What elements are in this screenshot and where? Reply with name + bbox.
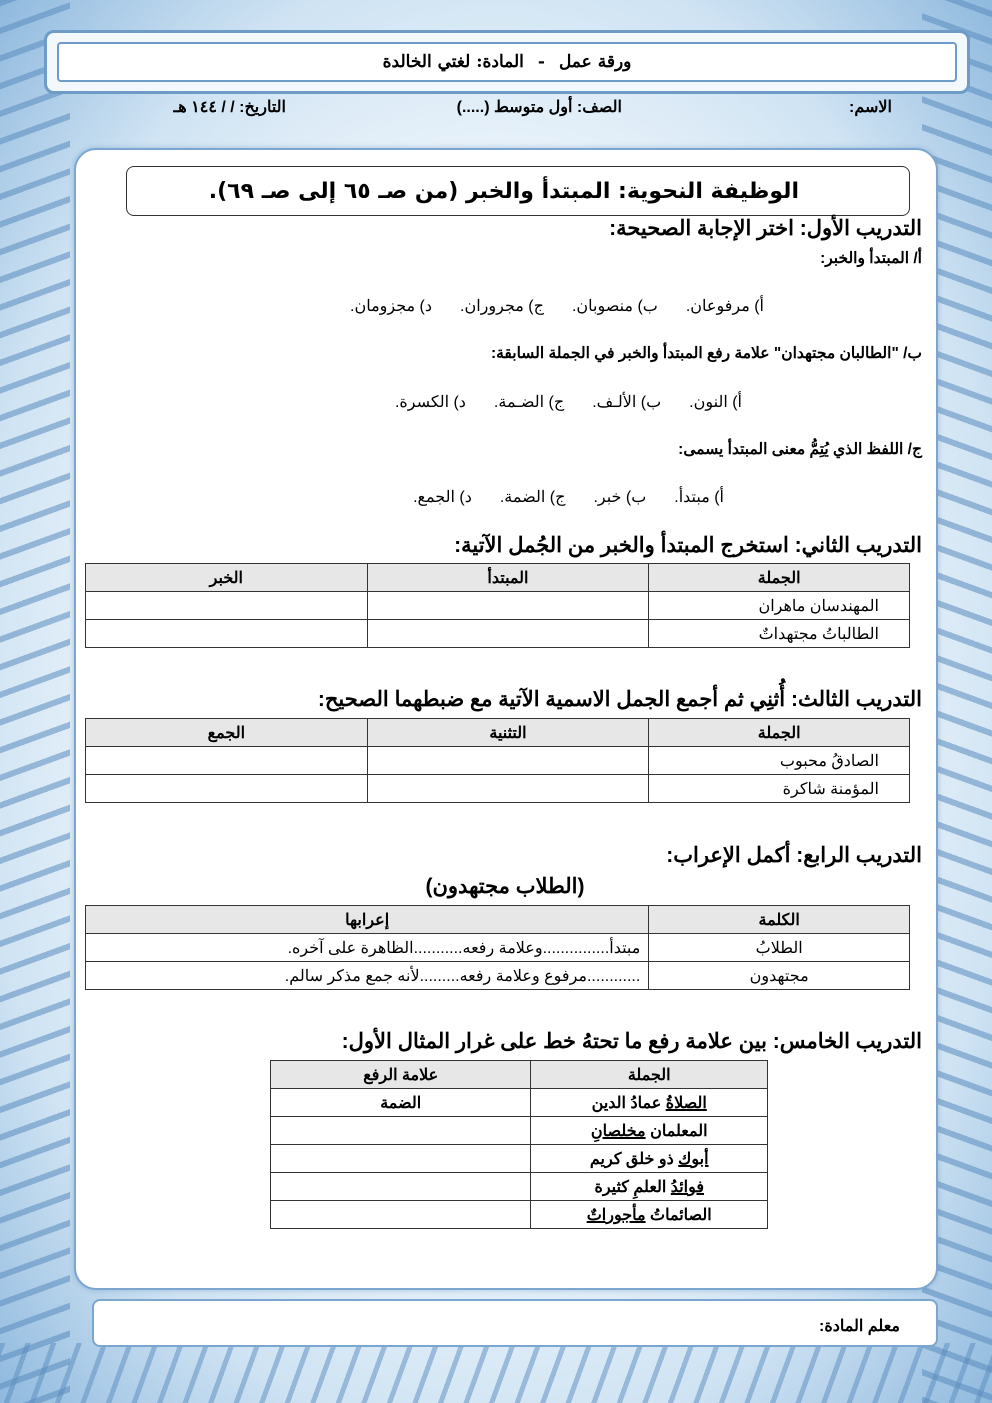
answer-cell[interactable]: [367, 592, 649, 620]
exercise1-q3-stem: ج/ اللفظ الذي يُتِمُّ معنى المبتدأ يسمى:: [678, 441, 922, 458]
answer-cell[interactable]: [367, 747, 649, 775]
answer-cell[interactable]: [86, 620, 368, 648]
answer-cell[interactable]: [86, 747, 368, 775]
column-header: الخبر: [86, 564, 368, 592]
table-row: [271, 1173, 768, 1201]
column-header: الجملة: [531, 1061, 768, 1089]
option[interactable]: ج) مجروران.: [460, 298, 544, 315]
header-banner-inner: [57, 42, 957, 82]
plain-text: الصائماتُ: [645, 1206, 712, 1224]
plain-text: ذو خلق كريم: [589, 1150, 679, 1168]
parse-cell[interactable]: ............مرفوع وعلامة رفعه.........لأنه جمع مذكر سالم.: [86, 962, 649, 990]
sentence-cell: [531, 1201, 768, 1229]
answer-cell[interactable]: [86, 592, 368, 620]
exercise1-heading: التدريب الأول: اختر الإجابة الصحيحة:: [609, 217, 922, 240]
teacher-label: معلم المادة:: [819, 1318, 900, 1335]
exercise1-q2-options: [367, 392, 742, 412]
table-row: [86, 592, 910, 620]
option[interactable]: ب) الألـف.: [592, 394, 662, 411]
grade-label: الصف: أول متوسط (.....): [456, 99, 622, 116]
option[interactable]: أ) مرفوعان.: [685, 298, 764, 315]
exercise3-heading: التدريب الثالث: أُثنِي ثم أجمع الجمل الاسمية الآتية مع ضبطهما الصحيح:: [317, 688, 922, 711]
column-header: إعرابها: [86, 906, 649, 934]
sentence-cell: [531, 1145, 768, 1173]
subject-label: المادة: لغتي الخالدة: [382, 52, 524, 72]
answer-cell[interactable]: [271, 1201, 531, 1229]
sentence-cell: المهندسان ماهران: [649, 592, 910, 620]
underlined-word: مخلصانِ: [590, 1122, 646, 1140]
answer-cell[interactable]: [367, 775, 649, 803]
exercise1-q1-options: [322, 296, 764, 316]
option[interactable]: ج) الضمة.: [499, 489, 566, 506]
exercise4-table: [85, 905, 910, 990]
word-cell: الطلابُ: [649, 934, 910, 962]
column-header: المبتدأ: [367, 564, 649, 592]
option[interactable]: أ) النون.: [689, 394, 742, 411]
option[interactable]: أ) مبتدأ.: [674, 489, 724, 506]
exercise4-heading: التدريب الرابع: أكمل الإعراب:: [666, 844, 922, 867]
table-row: [86, 962, 910, 990]
table-row: [271, 1145, 768, 1173]
answer-cell[interactable]: [367, 620, 649, 648]
exercise2-heading: التدريب الثاني: استخرج المبتدأ والخبر من الجُمل الآتية:: [454, 534, 922, 557]
decorative-border-left: [0, 0, 70, 1403]
table-row: [271, 1201, 768, 1229]
table-row: [86, 775, 910, 803]
lesson-title-box: [126, 166, 910, 216]
title-separator: -: [537, 52, 545, 72]
option[interactable]: د) الجمع.: [413, 489, 472, 506]
underlined-word: مأجوراتٌ: [586, 1206, 646, 1224]
column-header: الجمع: [86, 719, 368, 747]
exercise5-heading: التدريب الخامس: بين علامة رفع ما تحتهُ خط على غرار المثال الأول:: [341, 1030, 922, 1053]
plain-text: العلمِ كثيرة: [594, 1178, 671, 1196]
table-row: [86, 747, 910, 775]
table-row: [271, 1089, 768, 1117]
sentence-cell: الصادقُ محبوب: [649, 747, 910, 775]
table-row: [271, 1117, 768, 1145]
parse-cell[interactable]: مبتدأ...............وعلامة رفعه...........الظاهرة على آخره.: [86, 934, 649, 962]
exercise1-q3-options: [385, 487, 724, 507]
sentence-cell: المؤمنة شاكرة: [649, 775, 910, 803]
header-banner: [44, 30, 970, 94]
exercise3-table: [85, 718, 910, 803]
sentence-cell: [531, 1173, 768, 1201]
word-cell: مجتهدون: [649, 962, 910, 990]
exercise4-sentence: (الطلاب مجتهدون): [425, 875, 585, 898]
decorative-border-bottom: [0, 1343, 992, 1403]
name-label: الاسم:: [849, 99, 892, 116]
plain-text: عمادُ الدين: [591, 1094, 666, 1112]
exercise1-q1-stem: أ/ المبتدأ والخبر:: [820, 250, 922, 267]
column-header: علامة الرفع: [271, 1061, 531, 1089]
date-label: التاريخ: / / ١٤٤ هـ: [173, 99, 286, 116]
footer-box: [92, 1299, 938, 1347]
exercise1-q2-stem: ب/ "الطالبان مجتهدان" علامة رفع المبتدأ والخبر في الجملة السابقة:: [490, 345, 922, 362]
option[interactable]: ب) منصوبان.: [571, 298, 658, 315]
sentence-cell: الطالباتُ مجتهداتٌ: [649, 620, 910, 648]
underlined-word: فوائدُ: [670, 1178, 705, 1196]
table-row: [86, 620, 910, 648]
sentence-cell: [531, 1089, 768, 1117]
option[interactable]: ج) الضـمة.: [493, 394, 565, 411]
column-header: التثنية: [367, 719, 649, 747]
answer-cell[interactable]: [86, 775, 368, 803]
worksheet-title: ورقة عمل: [558, 52, 632, 72]
answer-cell[interactable]: [271, 1145, 531, 1173]
underlined-word: أبوك: [678, 1150, 709, 1168]
option[interactable]: ب) خبر.: [593, 489, 647, 506]
table-row: [86, 934, 910, 962]
column-header: الجملة: [649, 719, 910, 747]
option[interactable]: د) مجزومان.: [350, 298, 433, 315]
answer-cell[interactable]: [271, 1173, 531, 1201]
exercise5-table: [270, 1060, 768, 1229]
answer-cell[interactable]: الضمة: [271, 1089, 531, 1117]
option[interactable]: د) الكسرة.: [394, 394, 466, 411]
exercise2-table: [85, 563, 910, 648]
lesson-title: الوظيفة النحوية: المبتدأ والخبر (من صـ ٦٥ إلى صـ ٦٩).: [208, 178, 799, 204]
underlined-word: الصلاةُ: [665, 1094, 707, 1112]
answer-cell[interactable]: [271, 1117, 531, 1145]
plain-text: المعلمان: [645, 1122, 708, 1140]
column-header: الجملة: [649, 564, 910, 592]
column-header: الكلمة: [649, 906, 910, 934]
sentence-cell: [531, 1117, 768, 1145]
